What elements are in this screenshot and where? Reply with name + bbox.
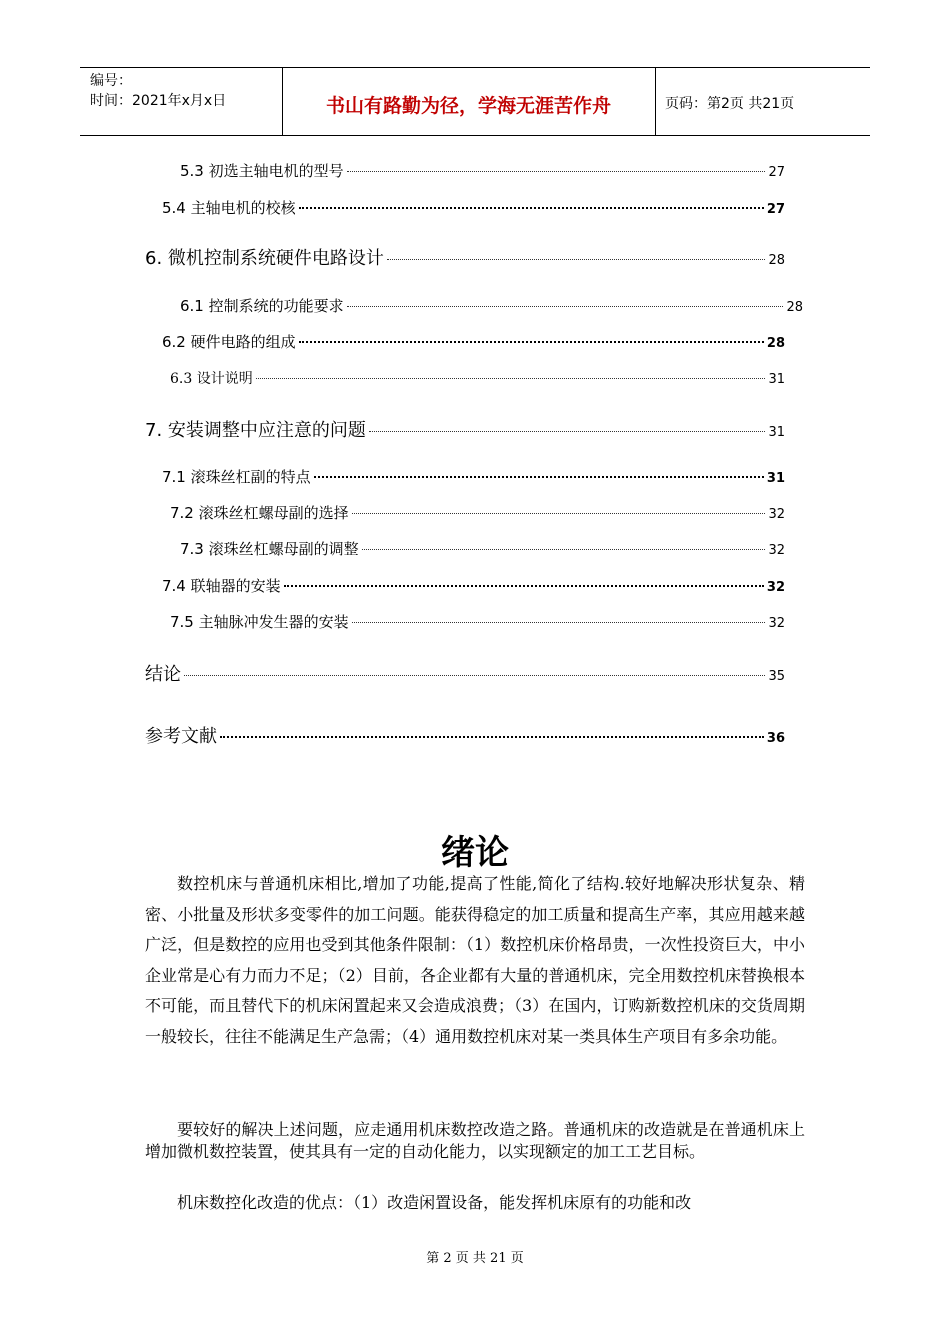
toc-leader-dots xyxy=(387,259,766,260)
toc-leader-dots xyxy=(299,341,764,343)
toc-entry-page: 28 xyxy=(768,253,785,268)
body-paragraph: 机床数控化改造的优点：（1）改造闲置设备，能发挥机床原有的功能和改 xyxy=(177,1193,692,1212)
toc-entry-title: 7.4 联轴器的安装 xyxy=(162,577,281,595)
toc-entry[interactable] xyxy=(145,722,785,748)
toc-leader-dots xyxy=(299,207,764,209)
toc-leader-dots xyxy=(347,171,766,172)
toc-entry-page: 32 xyxy=(766,580,785,595)
toc-entry-title: 7.2 滚珠丝杠螺母副的选择 xyxy=(170,504,349,522)
toc-entry-page: 31 xyxy=(768,425,785,440)
toc-entry-page: 36 xyxy=(766,731,785,746)
header-page-info: 页码：第2页 共21页 xyxy=(665,96,795,112)
toc-leader-dots xyxy=(352,622,766,623)
toc-entry-title: 6. 微机控制系统硬件电路设计 xyxy=(145,248,384,269)
toc-entry[interactable] xyxy=(145,416,785,442)
toc-entry-page: 32 xyxy=(768,616,785,631)
toc-entry[interactable] xyxy=(170,502,785,523)
page-footer: 第 2 页 共 21 页 xyxy=(426,1251,524,1266)
toc-entry-page: 28 xyxy=(786,300,803,315)
toc-entry-page: 31 xyxy=(766,471,785,486)
toc-entry[interactable] xyxy=(180,538,785,559)
header-top-rule xyxy=(80,67,870,68)
toc-leader-dots xyxy=(256,378,766,379)
header-divider xyxy=(655,67,656,135)
toc-entry-title: 参考文献 xyxy=(145,726,217,747)
toc-entry[interactable] xyxy=(170,368,785,388)
toc-entry-page: 28 xyxy=(766,336,785,351)
section-title: 绪论 xyxy=(441,833,509,873)
header-bottom-rule xyxy=(80,135,870,136)
toc-entry-title: 6.2 硬件电路的组成 xyxy=(162,333,296,351)
toc-entry-title: 结论 xyxy=(145,664,181,685)
toc-leader-dots xyxy=(369,431,766,432)
toc-entry-title: 7. 安装调整中应注意的问题 xyxy=(145,420,366,441)
toc-entry[interactable] xyxy=(162,466,785,487)
toc-entry-title: 6.1 控制系统的功能要求 xyxy=(180,297,344,315)
toc-entry[interactable] xyxy=(162,575,785,596)
toc-entry-title: 7.5 主轴脉冲发生器的安装 xyxy=(170,613,349,631)
toc-leader-dots xyxy=(184,675,765,676)
toc-entry-page: 32 xyxy=(768,507,785,522)
toc-entry[interactable] xyxy=(180,160,785,181)
toc-leader-dots xyxy=(314,476,764,478)
toc-entry-page: 27 xyxy=(766,202,785,217)
toc-leader-dots xyxy=(220,736,764,738)
body-paragraph: 要较好的解决上述问题，应走通用机床数控改造之路。普通机床的改造就是在普通机床上增加微机数控装置，使其具有一定的自动化能力，以实现额定的加工工艺目标。 xyxy=(145,1120,805,1161)
toc-entry-page: 35 xyxy=(768,669,785,684)
toc-entry-page: 32 xyxy=(768,543,785,558)
toc-entry-title: 5.3 初选主轴电机的型号 xyxy=(180,162,344,180)
toc-entry-title: 5.4 主轴电机的校核 xyxy=(162,199,296,217)
toc-leader-dots xyxy=(284,585,764,587)
toc-entry-title: 7.1 滚珠丝杠副的特点 xyxy=(162,468,311,486)
header-time-label: 时间：2021年x月x日 xyxy=(90,93,227,109)
toc-entry[interactable] xyxy=(145,660,785,686)
toc-leader-dots xyxy=(352,513,766,514)
toc-entry-page: 31 xyxy=(768,372,785,387)
toc-entry[interactable] xyxy=(162,331,785,352)
toc-entry-page: 27 xyxy=(768,165,785,180)
toc-entry-title: 6.3 设计说明 xyxy=(170,371,253,387)
toc-entry-title: 7.3 滚珠丝杠螺母副的调整 xyxy=(180,540,359,558)
toc-entry[interactable] xyxy=(180,295,803,316)
toc-entry[interactable] xyxy=(145,244,785,270)
toc-entry[interactable] xyxy=(170,611,785,632)
toc-entry[interactable] xyxy=(162,197,785,218)
header-motto: 书山有路勤为径，学海无涯苦作舟 xyxy=(325,95,611,117)
toc-leader-dots xyxy=(362,549,766,550)
toc-leader-dots xyxy=(347,306,784,307)
body-paragraph: 数控机床与普通机床相比,增加了功能,提高了性能,简化了结构.较好地解决形状复杂、精密、小批量及形状多变零件的加工问题。能获得稳定的加工质量和提高生产率，其应用越来越广泛，但是数控的应用也受到其他条件限制：（1）数控机床价格昂贵，一次性投资巨大，中小企业常是心有力而力不足；（2）目前，各企业都有大量的普通机床，完全用数控机床替换根本不可能，而且替代下的机床闲置起来又会造成浪费；（3）在国内，订购新数控机床的交货周期一般较长，往往不能满足生产急需；（4）通用数控机床对某一类具体生产项目有多余功能。 xyxy=(145,874,805,1046)
header-number-label: 编号： xyxy=(90,73,132,89)
